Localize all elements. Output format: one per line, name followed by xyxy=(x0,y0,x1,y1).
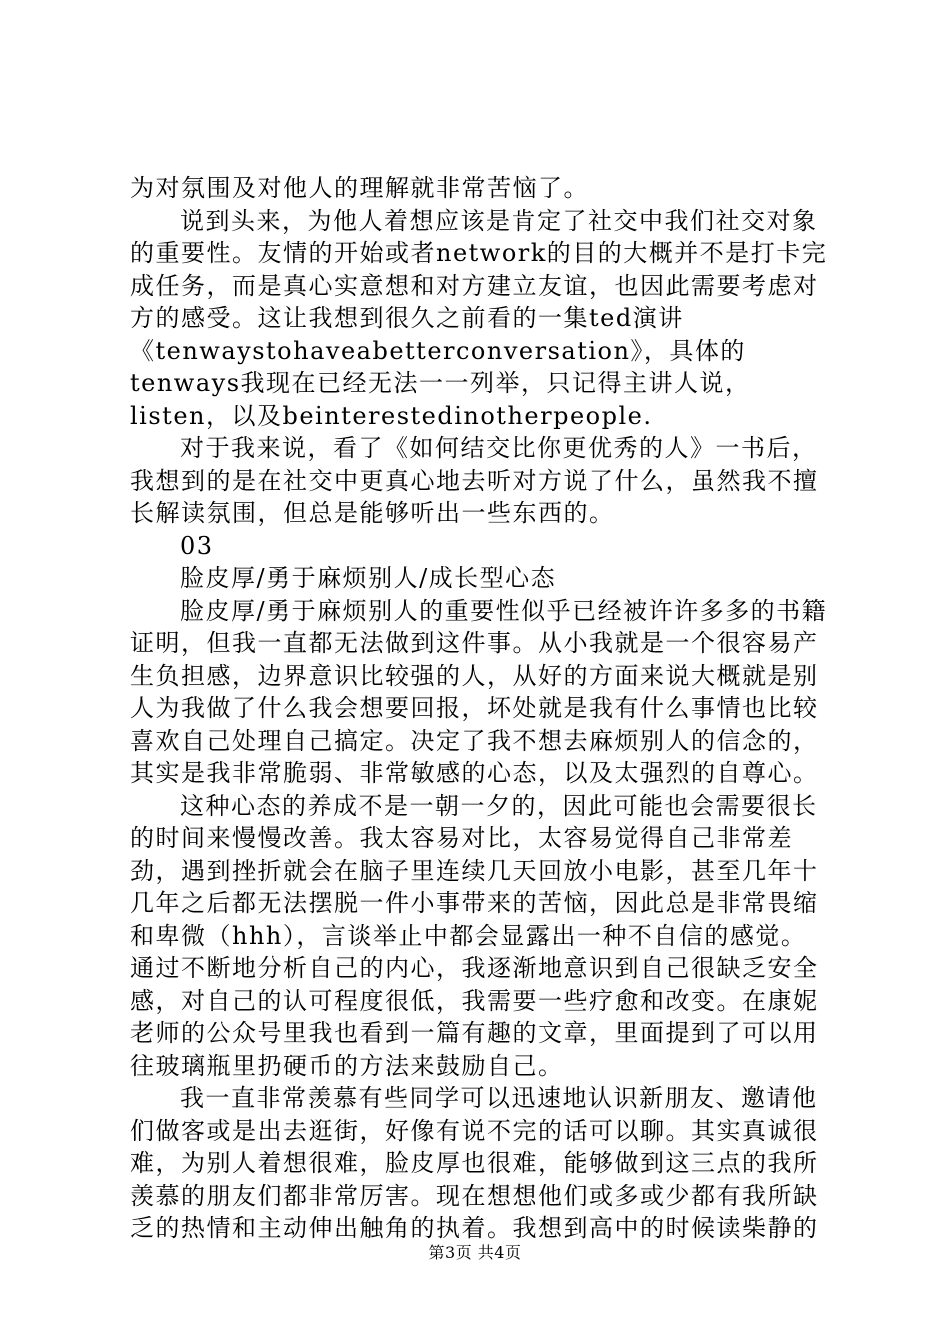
paragraph: 对于我来说，看了《如何结交比你更优秀的人》一书后，我想到的是在社交中更真心地去听对方说了什么，虽然我不擅长解读氛围，但总是能够听出一些东西的。 xyxy=(130,434,819,527)
body-text xyxy=(130,172,830,1245)
paragraph: 脸皮厚/勇于麻烦别人的重要性似乎已经被许许多多的书籍证明，但我一直都无法做到这件事。从小我就是一个很容易产生负担感，边界意识比较强的人，从好的方面来说大概就是别人为我做了什么我会想要回报，坏处就是我有什么事情也比较喜欢自己处理自己搞定。决定了我不想去麻烦别人的信念的，其实是我非常脆弱、非常敏感的心态，以及太强烈的自尊心。 xyxy=(130,596,828,787)
paragraph: 我一直非常羡慕有些同学可以迅速地认识新朋友、邀请他们做客或是出去逛街，好像有说不完的话可以聊。其实真诚很难，为别人着想很难，脸皮厚也很难，能够做到这三点的我所羡慕的朋友们都非常厉害。现在想想他们或多或少都有我所缺乏的热情和主动伸出触角的执着。我想到高中的时候读柴静的 xyxy=(130,1084,819,1242)
page-footer: 第3页 共4页 xyxy=(428,1243,522,1262)
paragraph: 为对氛围及对他人的理解就非常苦恼了。 xyxy=(130,174,589,202)
paragraph: 说到头来，为他人着想应该是肯定了社交中我们社交对象的重要性。友情的开始或者network的目的大概并不是打卡完成任务，而是真心实意想和对方建立友谊，也因此需要考虑对方的感受。这让我想到很久之前看的一集ted演讲《tenwaystohaveabetterconversation》，具体的tenways我现在已经无法一一列举，只记得主讲人说，listen，以及beinterestedinotherpeople. xyxy=(130,206,828,430)
paragraph: 这种心态的养成不是一朝一夕的，因此可能也会需要很长的时间来慢慢改善。我太容易对比，太容易觉得自己非常差劲，遇到挫折就会在脑子里连续几天回放小电影，甚至几年十几年之后都无法摆脱一件小事带来的苦恼，因此总是非常畏缩和卑微（hhh），言谈举止中都会显露出一种不自信的感觉。通过不断地分析自己的内心，我逐渐地意识到自己很缺乏安全感，对自己的认可程度很低，我需要一些疗愈和改变。在康妮老师的公众号里我也看到一篇有趣的文章，里面提到了可以用往玻璃瓶里扔硬币的方法来鼓励自己。 xyxy=(130,791,819,1080)
section-number: 03 xyxy=(180,531,214,560)
section-heading: 脸皮厚/勇于麻烦别人/成长型心态 xyxy=(180,564,557,592)
